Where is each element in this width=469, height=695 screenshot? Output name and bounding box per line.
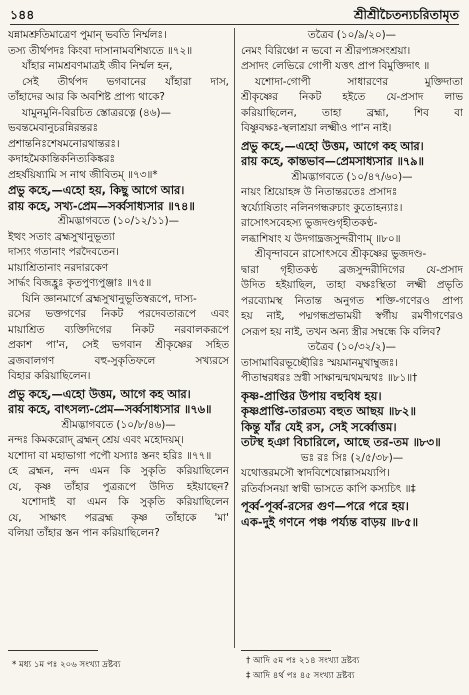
- footnote-left: * মধ্য ১ম পঃ ২০৬ সংখ্যা দ্রষ্টব্য: [12, 660, 121, 670]
- column-divider: [234, 28, 235, 648]
- text-line: কদাহমৈকান্তিকনিত্যকিঙ্করঃ: [8, 153, 116, 165]
- text-line: নন্দঃ কিমকরোদ্ ব্রহ্মন্ শ্রেয় এবং মহোদয়ম্।: [8, 434, 184, 446]
- text-line: কৃষ্ণ-প্রাপ্তির উপায় বহুবিধ হয়।: [241, 388, 382, 403]
- text-line: যে, কৃষ্ণ তাঁহার পুত্ররূপে উদিত হইয়াছেন?: [8, 480, 229, 493]
- text-line: উদিত হইয়াছিল, তাহা বক্ষঃস্থিতা লক্ষ্মী প্রভৃতি: [241, 279, 463, 291]
- text-line: করিয়াছিলেন, তাহা ব্রহ্মা, শিব বা: [241, 106, 463, 119]
- text-line: যশোদা বা মহাভাগা পপৌ যস্যাঃ স্তনং হরিঃ ॥৭৭॥: [8, 449, 212, 462]
- text-line: তটস্থ হঞা বিচারিলে, আছে তর-তম ॥৮৩॥: [241, 435, 441, 449]
- text-line: তত্রৈব (১০/৩২/২)—: [307, 341, 397, 353]
- text-line: বলিয়া তাঁহার স্তন পান করিয়াছিলেন?: [8, 527, 160, 539]
- text-line: রায় কহে, কান্তভাব—প্রেমসাধ্যসার ॥৭৯॥: [241, 155, 424, 168]
- text-line: যন্নামশ্রুতিমাত্রেণ পুমান্ ভবতি নির্ম্মলঃ।: [8, 29, 167, 41]
- text-line: শ্রীকৃষ্ণের নিকট হইতে যে-প্রসাদ লাভ: [241, 91, 463, 103]
- text-line: ইত্থং সতাং ব্রহ্মসুখানুভূত্যা: [8, 230, 115, 243]
- text-line: তত্রৈব (১০/৯/২০)—: [307, 29, 397, 41]
- footnote-rule-left: [8, 650, 98, 651]
- right-text-column: [241, 28, 463, 648]
- text-line: যামুনমুনি-বিরচিত স্তোত্ররত্নে (৪৬)—: [22, 106, 171, 119]
- text-line: হে ব্রহ্মন, নন্দ এমন কি সুকৃতি করিয়াছিলেন: [8, 465, 229, 477]
- text-line: শ্রীমদ্ভাগবতে (১০/৪৭/৬০)—: [291, 170, 413, 183]
- text-line: শ্রীমদ্ভাগবতে (১০/১২/১১)—: [57, 215, 180, 227]
- text-line: তাঁহাদের আর কি অবশিষ্ট প্রাপ্য থাকে?: [8, 91, 165, 103]
- footnote-right-2: ‡ আদি ৪র্থ পঃ ৪৫ সংখ্যা দ্রষ্টব্য: [246, 671, 355, 681]
- book-title: শ্রীশ্রীচৈতন্যচরিতামৃত: [354, 7, 459, 22]
- text-line: সেরূপ হয় নাই, তখন অন্য স্ত্রীর সম্বন্ধে কি বলিব?: [241, 325, 441, 338]
- text-line: নায়ং শ্রিয়োহঙ্গ উ নিতান্তরতেঃ প্রসাদঃ: [241, 186, 398, 198]
- page-header: [10, 4, 459, 25]
- text-line: যিনি জ্ঞানমার্গে ব্রহ্মসুখানুভূতিস্বরূপে, দাস্য-: [22, 292, 197, 305]
- text-line: সেই তীর্থপদ ভগবানের যাঁহারা দাস,: [22, 75, 229, 88]
- text-line: প্রকাশ পা'ন, সেই ভগবান শ্রীকৃষ্ণের সহিত: [8, 339, 229, 351]
- footnote-right-1: † আদি ৫ম পঃ ২১৪ সংখ্যা দ্রষ্টব্য: [246, 656, 360, 666]
- text-line: বিষ্ণুবক্ষঃ-স্থলাশ্রয়া লক্ষ্মীও পা'ন নাই।: [241, 122, 392, 134]
- page-number: ১৪৪: [10, 7, 35, 22]
- text-line: কিন্তু যাঁর যেই রস, সেই সর্ব্বোত্তম।: [241, 419, 397, 434]
- text-line: তাসামাবিরভূচ্ছৌরিঃ স্ময়মানমুখাম্বুজঃ।: [241, 356, 399, 369]
- text-line: ভঃ রঃ সিঃ (২/৫/৩৮)—: [300, 451, 404, 464]
- text-line: রাসোৎসবেহস্য ভুজদণ্ডগৃহীতকণ্ঠ-: [241, 217, 378, 229]
- text-line: প্রভু কহে,—এহো হয়, কিছু আগে আর।: [8, 184, 185, 197]
- text-line: দাস্যং গতানাং পরদৈবতেন।: [8, 246, 119, 258]
- text-line: রসের ভক্তগণের নিকট পরদেবতারূপে এবং: [8, 308, 229, 320]
- text-line: এক-দুই গণনে পঞ্চ পর্য্যন্ত বাড়য় ॥৮৫॥: [241, 514, 419, 529]
- text-line: কৃষ্ণপ্রাপ্তি-তারতম্য বহুত আছয় ॥৮২॥: [241, 404, 417, 418]
- text-line: যে, সাক্ষাৎ পরব্রহ্ম কৃষ্ণ তাঁহাকে 'মা': [8, 511, 229, 524]
- text-line: রতির্বাসনয়া স্বাদ্বী ভাসতে কাপি কস্যচিৎ ॥‡: [241, 482, 416, 495]
- text-line: পূর্ব্ব-পূর্ব্ব-রসের গুণ—পরে পরে হয়।: [241, 499, 409, 513]
- text-line: প্রহর্ষয়িষ্যামি স নাথ জীবিতম্ ॥৭৩॥*: [8, 168, 158, 181]
- text-line: যথোত্তরমসৌ স্বাদবিশেষোল্লাসময্যপি।: [241, 467, 390, 479]
- text-line: বিহার করিয়াছিলেন।: [8, 370, 91, 382]
- text-line: পরব্যোমস্থ নিতান্ত অনুগত শক্তি-গণেরও প্রাপ্য: [241, 294, 463, 307]
- text-line: রায় কহে, বাৎসল্য-প্রেম—সর্ব্বসাধ্যসার ॥৭৬॥: [8, 403, 212, 416]
- left-text-column: [8, 28, 229, 648]
- text-line: হয় নাই, পদ্মগন্ধপ্রভাময়ী স্বর্গীয় রমণীগণেরও: [241, 310, 463, 322]
- text-line: নেমং বিরিঞ্চো ন ভবো ন শ্রীরপ্যঙ্গসংশ্রয়া।: [241, 44, 411, 57]
- text-line: স্বর্য্যোষিতাং নলিনগন্ধরুচাং কুতোহন্যাঃ।: [241, 201, 403, 214]
- text-line: লব্ধাশিষাং য উদগাদ্ব্রজসুন্দরীণাম্ ॥৮০॥: [241, 232, 401, 245]
- text-line: শ্রীবৃন্দাবনে রাসোৎসবে শ্রীকৃষ্ণের ভুজদণ্ড-: [255, 248, 427, 260]
- text-line: প্রসাদং লেভিরে গোপী যত্তৎ প্রাপ বিমুক্তিদাৎ ॥: [241, 60, 430, 72]
- text-line: রায় কহে, সখ্য-প্রেম—সর্ব্বসাধ্যসার ॥৭৪॥: [8, 199, 195, 213]
- text-line: শ্রীমদ্ভাগবতে (১০/৮/৪৬)—: [61, 418, 176, 431]
- text-line: মায়াশ্রিত ব্যক্তিদিগের নিকট নরবালকরূপে: [8, 323, 229, 336]
- text-line: ব্রজবালগণ বহু-সুকৃতিফলে সখ্যরসে: [8, 354, 229, 367]
- text-line: প্রভু কহে,—এহো উত্তম, আগে কহ আর।: [8, 387, 191, 401]
- footnote-rule-right: [241, 650, 331, 651]
- text-line: ভবন্তমেবানুচরন্নিরন্তরঃ: [8, 122, 98, 134]
- text-line: যশোদাই বা এমন কি সুকৃতি করিয়াছিলেন: [22, 496, 229, 508]
- text-line: যশোদা-গোপী সাধারণের মুক্তিদাতা: [255, 75, 463, 88]
- text-line: দ্বারা গৃহীতকণ্ঠ ব্রজসুন্দরীদিগের যে-প্রসাদ: [241, 263, 463, 276]
- text-line: যাঁহার নামশ্রবণমাত্রই জীব নির্ম্মল হন,: [22, 60, 173, 72]
- text-line: সার্দ্ধং বিজহ্রুঃ কৃতপুণ্যপুঞ্জাঃ ॥৭৫॥: [8, 277, 152, 289]
- text-line: প্রভু কহে,—এহো উত্তম, আগে কহ আর।: [241, 139, 424, 153]
- text-line: পীতাম্বরধরঃ স্রগ্বী সাক্ষান্মন্মথমন্মথঃ ॥৮১॥†: [241, 372, 418, 384]
- text-line: তস্য তীর্থপদঃ কিংবা দাসানামবশিষ্যতে ॥৭২॥: [8, 44, 193, 57]
- text-line: প্রশান্তনিঃশেষমনোরথান্তরঃ।: [8, 137, 120, 150]
- text-line: মায়াশ্রিতানাং নরদারকেণ: [8, 261, 109, 274]
